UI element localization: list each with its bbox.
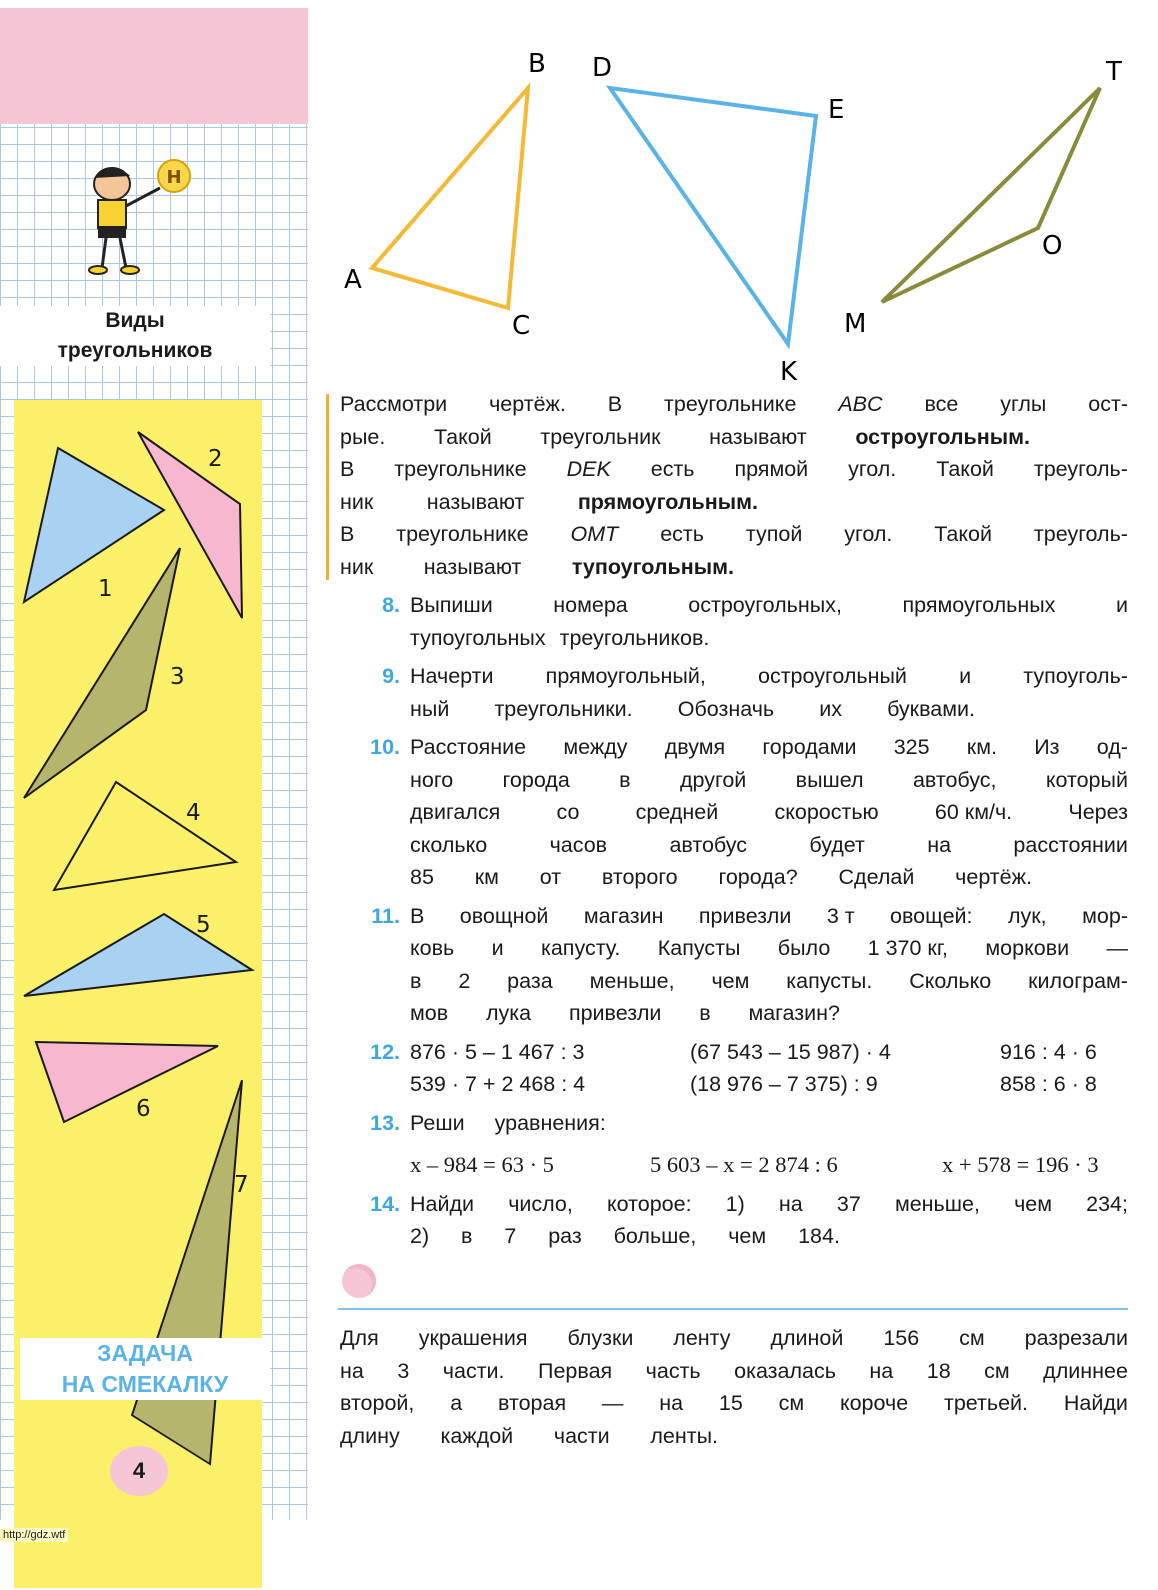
puzzle-text bbox=[340, 1322, 1128, 1452]
exercise-line: ный треугольники. Обозначь их буквами. bbox=[410, 696, 975, 721]
sidebar-header-band bbox=[0, 8, 308, 124]
topic-title-line2: треугольников bbox=[57, 339, 213, 362]
exercise-number: 12. bbox=[370, 1039, 400, 1064]
equation: x + 578 = 196 · 3 bbox=[942, 1152, 1099, 1177]
equation: x – 984 = 63 · 5 bbox=[410, 1152, 554, 1177]
exercise-14 bbox=[340, 1188, 1128, 1253]
exercise-11 bbox=[340, 900, 1128, 1030]
triangles-drawing bbox=[330, 40, 1130, 385]
label-c: C bbox=[512, 311, 531, 341]
expression: 858 : 6 · 8 bbox=[1000, 1072, 1097, 1096]
intro-accent-bar bbox=[326, 394, 329, 580]
label-t: T bbox=[1106, 57, 1122, 87]
label-b: B bbox=[528, 49, 546, 79]
puzzle-line: длину каждой части ленты. bbox=[340, 1423, 718, 1448]
expression: 539 · 7 + 2 468 : 4 bbox=[410, 1072, 586, 1096]
label-o: O bbox=[1042, 231, 1063, 261]
intro-line-2: рые. Такой треугольник называют остроугольным. bbox=[340, 424, 1030, 449]
triangle-number-2: 2 bbox=[208, 446, 223, 472]
exercise-number: 14. bbox=[370, 1191, 400, 1216]
label-a: A bbox=[344, 265, 362, 295]
exercise-line: ного города в другой вышел автобус, который bbox=[410, 767, 1128, 792]
exercise-line: 2) в 7 раз больше, чем 184. bbox=[410, 1224, 840, 1248]
triangle-number-4: 4 bbox=[186, 800, 201, 826]
exercise-line: 85 км от второго города? Сделай чертёж. bbox=[410, 865, 1032, 889]
intro-line-5: В треугольнике OMT есть тупой угол. Такой треуголь- bbox=[340, 522, 1128, 546]
exercise-number: 11. bbox=[371, 903, 400, 928]
exercise-number: 10. bbox=[370, 735, 400, 759]
expression: (67 543 – 15 987) · 4 bbox=[690, 1039, 891, 1064]
puzzle-line: второй, а вторая — на 15 см короче третьей. Найди bbox=[340, 1391, 1128, 1415]
label-d: D bbox=[592, 53, 613, 83]
triangle-abc bbox=[372, 88, 528, 308]
triangle-number-3: 3 bbox=[170, 664, 185, 690]
intro-line-6: ник называют тупоугольным. bbox=[340, 554, 734, 579]
triangle-4 bbox=[54, 782, 236, 890]
exercise-number: 8. bbox=[382, 593, 400, 617]
triangle-omt bbox=[882, 88, 1100, 302]
equation: 5 603 – x = 2 874 : 6 bbox=[650, 1152, 838, 1177]
section-divider bbox=[338, 1308, 1128, 1310]
puzzle-line: на 3 части. Первая часть оказалась на 18 см длиннее bbox=[340, 1358, 1128, 1383]
topic-title bbox=[0, 306, 270, 366]
exercise-number: 13. bbox=[370, 1110, 400, 1135]
smekalka-line1: ЗАДАЧА bbox=[97, 1340, 193, 1366]
mascot-illustration bbox=[84, 150, 204, 280]
triangles-figure bbox=[14, 400, 262, 1590]
arithmetic-grid bbox=[410, 1036, 1128, 1101]
intro-line-3: В треугольнике DEK есть прямой угол. Такой треуголь- bbox=[340, 457, 1128, 481]
intro-line-4: ник называют прямоугольным. bbox=[340, 489, 758, 514]
exercise-10 bbox=[340, 731, 1128, 894]
intro-line-1: Рассмотри чертёж. В треугольнике ABC все углы ост- bbox=[340, 392, 1128, 416]
triangle-number-7: 7 bbox=[234, 1172, 249, 1198]
exercise-number: 9. bbox=[382, 664, 400, 688]
page-number: 4 bbox=[110, 1446, 168, 1496]
exercise-line: двигался со средней скоростью 60 км/ч. Через bbox=[410, 800, 1128, 824]
smekalka-heading bbox=[20, 1338, 270, 1400]
exercise-line: тупоугольных треугольников. bbox=[410, 625, 710, 650]
triangle-5 bbox=[24, 914, 252, 996]
label-m: M bbox=[844, 309, 867, 339]
triangle-dek bbox=[610, 88, 816, 344]
topic-title-line1: Виды bbox=[105, 309, 165, 332]
triangle-7 bbox=[132, 1080, 242, 1464]
exercise-line: Начерти прямоугольный, остроугольный и тупоуголь- bbox=[410, 664, 1128, 688]
difficulty-dot-icon bbox=[342, 1264, 376, 1298]
triangle-number-1: 1 bbox=[98, 576, 113, 602]
exercise-line: в 2 раза меньше, чем капусты. Сколько килограм- bbox=[410, 968, 1128, 993]
triangle-1 bbox=[24, 448, 164, 602]
triangle-6 bbox=[36, 1042, 218, 1122]
puzzle-line: Для украшения блузки ленту длиной 156 см разрезали bbox=[340, 1326, 1128, 1350]
exercise-line: ковь и капусту. Капусты было 1 370 кг, моркови — bbox=[410, 936, 1128, 960]
label-e: E bbox=[828, 95, 845, 125]
exercise-9 bbox=[340, 660, 1128, 725]
label-k: K bbox=[780, 357, 798, 385]
exercise-12 bbox=[340, 1036, 1128, 1101]
exercise-8 bbox=[340, 589, 1128, 654]
exercise-line: Расстояние между двумя городами 325 км. Из од- bbox=[410, 735, 1128, 759]
mascot-badge: Н bbox=[166, 167, 182, 188]
exercise-13 bbox=[340, 1107, 1128, 1182]
triangle-number-5: 5 bbox=[196, 912, 211, 938]
exercise-line: сколько часов автобус будет на расстоянии bbox=[410, 832, 1128, 857]
exercise-line: мов лука привезли в магазин? bbox=[410, 1001, 840, 1025]
source-url[interactable]: http://gdz.wtf bbox=[0, 1528, 68, 1542]
main-text bbox=[340, 388, 1128, 1253]
exercise-line: Реши уравнения: bbox=[410, 1110, 606, 1135]
exercise-line: Выпиши номера остроугольных, прямоугольных и bbox=[410, 593, 1128, 617]
intro-paragraph bbox=[340, 388, 1128, 583]
equations-row bbox=[410, 1149, 1128, 1182]
triangle-number-6: 6 bbox=[136, 1096, 151, 1122]
exercise-line: В овощной магазин привезли 3 т овощей: лук, мор- bbox=[410, 903, 1128, 928]
expression: 916 : 4 · 6 bbox=[1000, 1039, 1097, 1064]
smekalka-line2: НА СМЕКАЛКУ bbox=[61, 1371, 229, 1397]
expression: 876 · 5 – 1 467 : 3 bbox=[410, 1039, 585, 1064]
exercise-line: Найди число, которое: 1) на 37 меньше, чем 234; bbox=[410, 1191, 1128, 1216]
expression: (18 976 – 7 375) : 9 bbox=[690, 1072, 878, 1096]
